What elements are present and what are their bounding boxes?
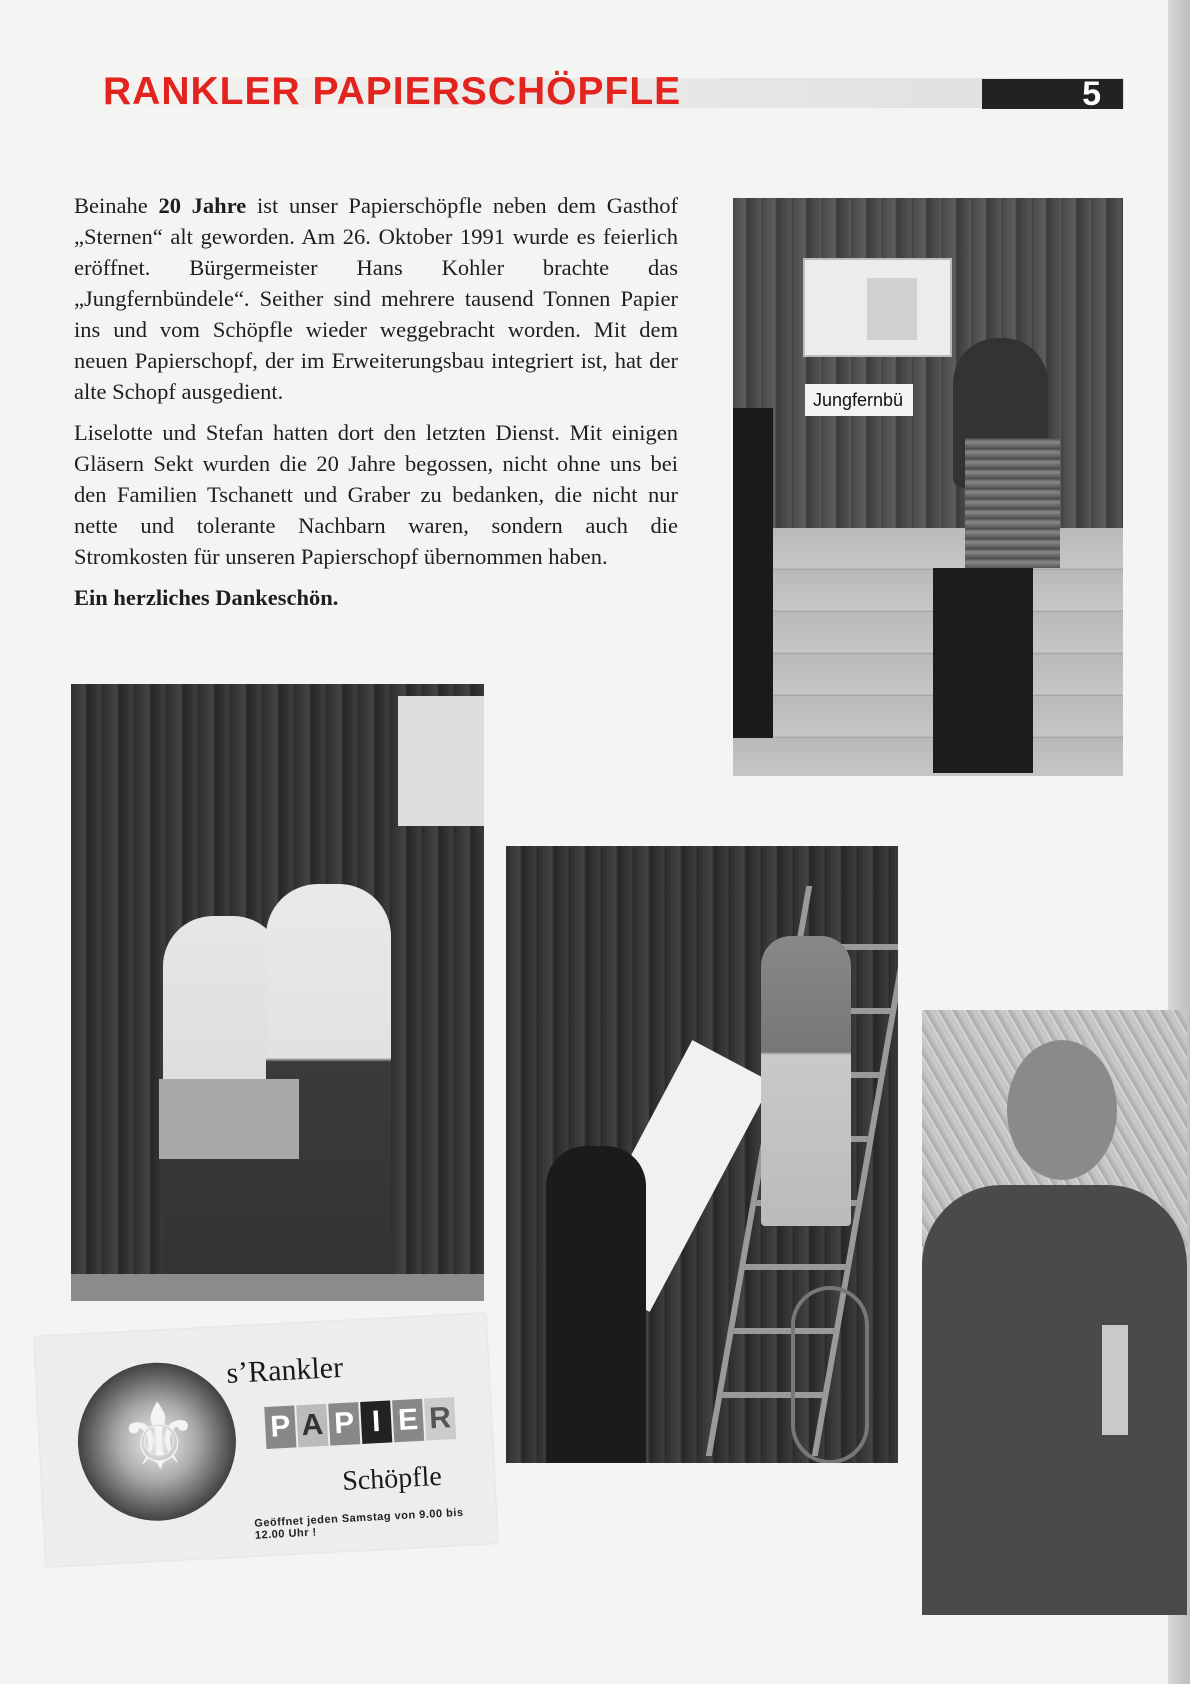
logo-opening-hours: Geöffnet jeden Samstag von 9.00 bis 12.00 Uhr ! <box>254 1506 464 1542</box>
ground <box>71 1274 484 1301</box>
page-number-box <box>982 75 1123 113</box>
papier-letter: R <box>424 1397 456 1441</box>
painter-sweater <box>965 438 1060 568</box>
man-on-ladder <box>761 936 851 1226</box>
page-title: RANKLER PAPIERSCHÖPFLE <box>103 70 682 113</box>
logo-schopfle-text: Schöpfle <box>341 1460 443 1498</box>
paragraph-2: Liselotte und Stefan hatten dort den letzten Dienst. Mit einigen Gläsern Sekt wurden die 20 Jahre begossen, nicht ohne uns bei den Familien Tschanett und Graber zu bedanken, die nicht nur nette und tolerante Nachbarn waren, sondern auch die Stromkosten für unseren Papierschopf übernommen haben. <box>74 420 678 569</box>
papier-letter: I <box>360 1400 392 1444</box>
paragraph-1-rest: ist unser Papierschöpfle neben dem Gasthof „Sternen“ alt geworden. Am 26. Oktober 1991 wurde es feierlich eröffnet. Bürgermeister Hans Kohler brachte das „Jungfernbündele“. Seither sind mehrere tausend Tonnen Papier ins und vom Schöpfle wieder weggebracht worden. Mit dem neuen Papierschopf, der im Erweiterungsbau integriert ist, hat der alte Schopf ausgedient. <box>74 193 678 404</box>
man-shirt <box>922 1185 1187 1615</box>
champagne-glass <box>1102 1325 1128 1435</box>
poster-corner <box>398 696 484 826</box>
paragraph-1-bold: 20 Jahre <box>158 193 247 218</box>
newspaper-poster <box>803 258 952 357</box>
photo-man-with-glass <box>922 1010 1187 1615</box>
photo-couple-with-box <box>71 684 484 1301</box>
block-wall <box>733 528 1123 776</box>
photo-hanging-sign <box>506 846 898 1463</box>
papier-letter: P <box>264 1405 296 1449</box>
sign-label: Jungfernbü <box>805 384 913 416</box>
photo-painting-sign <box>733 198 1123 776</box>
logo-poster <box>34 1313 497 1566</box>
papier-letter: A <box>296 1404 328 1448</box>
cardboard-box <box>159 1079 299 1159</box>
article-text <box>74 190 678 623</box>
paragraph-1 <box>74 190 678 407</box>
coat-left <box>733 408 773 738</box>
paragraph-1-start: Beinahe <box>74 193 159 218</box>
closing-text: Ein herzliches Dankeschön. <box>74 585 339 610</box>
bicycle <box>791 1286 869 1463</box>
papier-letter: P <box>328 1402 360 1446</box>
logo-rankler-text: s’Rankler <box>225 1350 344 1390</box>
closing-line <box>74 582 678 613</box>
page-number: 5 <box>1082 75 1101 113</box>
papier-letter: E <box>392 1399 424 1443</box>
man-head <box>1007 1040 1117 1180</box>
logo-papier-letters <box>264 1397 456 1449</box>
man-with-cap <box>546 1146 646 1463</box>
painter-legs <box>933 568 1033 773</box>
fleur-de-lis-icon: ⚜ <box>114 1381 203 1493</box>
